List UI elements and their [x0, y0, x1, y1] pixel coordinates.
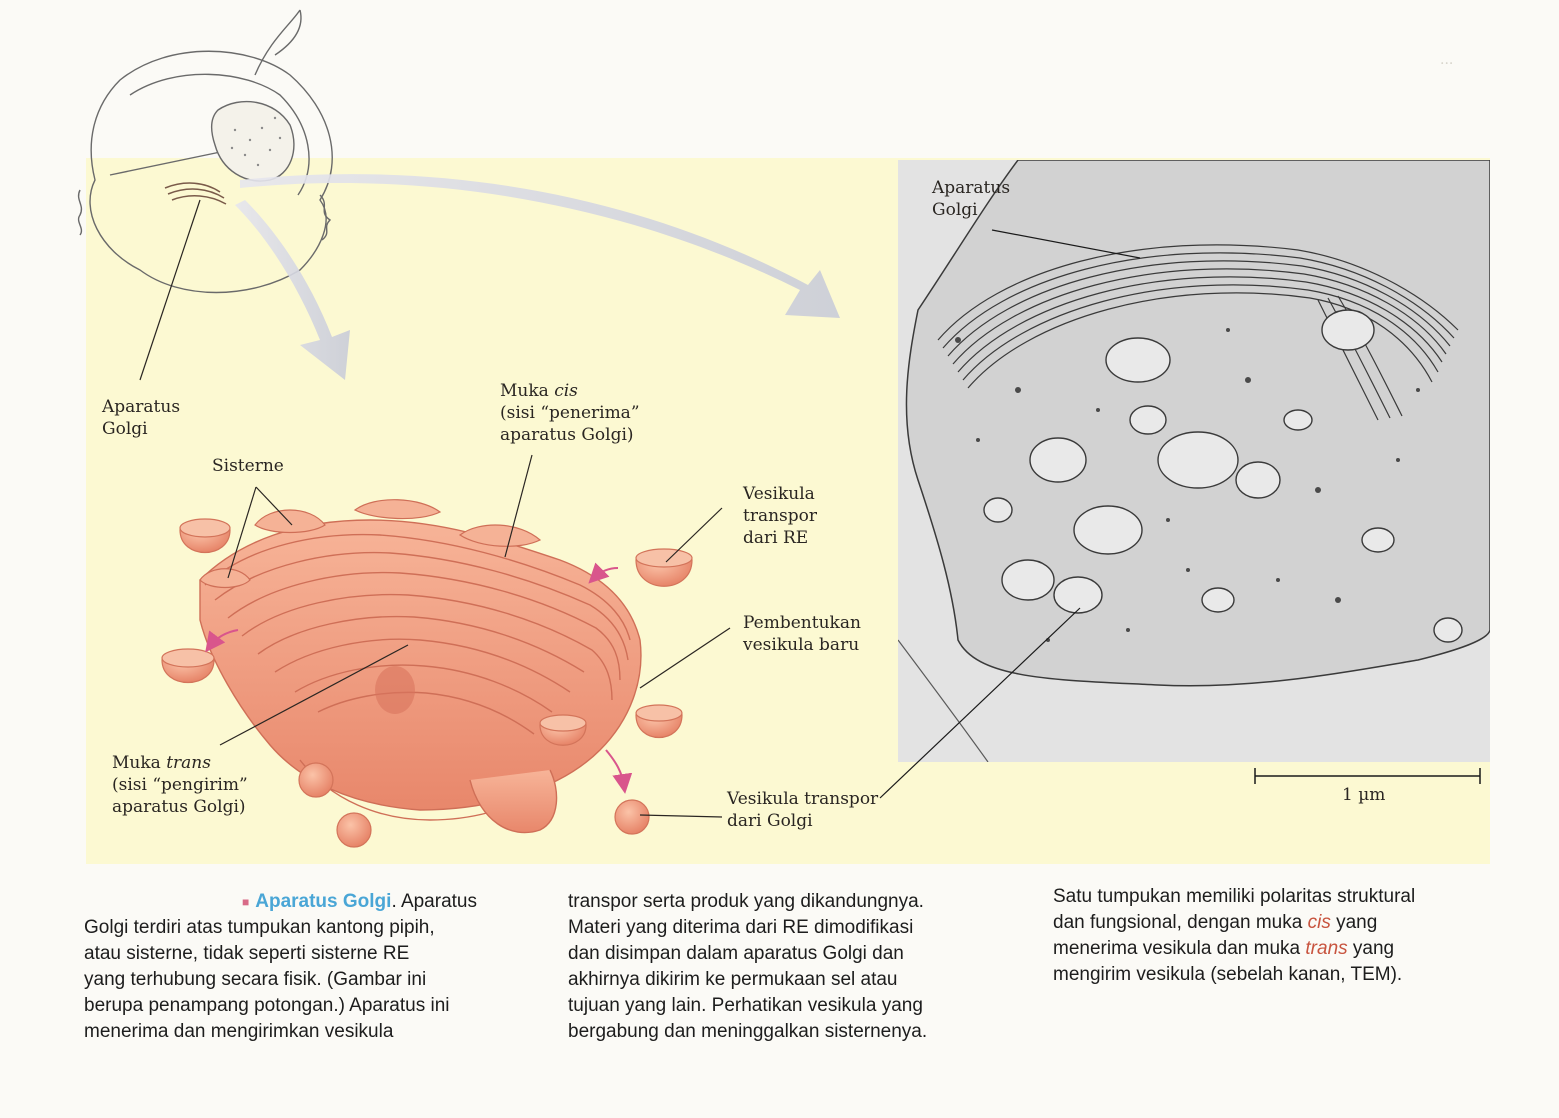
vesicle-sphere-1: [299, 763, 333, 797]
label-vesicle-from-golgi: Vesikula transpor dari Golgi: [727, 789, 879, 831]
caption-col3: Satu tumpukan memiliki polaritas struktural dan fungsional, dengan muka cis yang menerima vesikula dan muka trans yang mengirim vesikula (sebelah kanan, TEM).: [1053, 886, 1416, 985]
label-scale-bar: 1 µm: [1342, 785, 1386, 805]
label-new-vesicle: Pembentukan vesikula baru: [743, 613, 861, 655]
tem-cell-region: [906, 160, 1490, 686]
label-trans-face: Muka trans (sisi “pengirim” aparatus Golgi): [112, 753, 248, 817]
tem-micrograph: [898, 160, 1490, 762]
arrow-golgi-out-bottom: [606, 750, 624, 786]
cell-outline: [79, 10, 333, 293]
cell-golgi-mini: [165, 183, 226, 204]
arrow-er-to-golgi: [594, 568, 618, 578]
caption-col1: ■ Aparatus Golgi. Aparatus Golgi terdiri atas tumpukan kantong pipih, atau sisterne, tidak seperti sisterne RE yang terhubung secara fisik. (Gambar ini berupa penampang potongan.) Aparatus ini menerima dan mengirimkan vesikula: [84, 889, 477, 1045]
caption-title: Aparatus Golgi: [255, 891, 392, 913]
vesicle-sphere-2: [337, 813, 371, 847]
label-sisterne: Sisterne: [212, 456, 284, 476]
caption-col2: transpor serta produk yang dikandungnya. Materi yang diterima dari RE dimodifikasi dan disimpan dalam aparatus Golgi dan akhirnya dikirim ke permukaan sel atau tujuan yang lain. Perhatikan vesikula yang bergabung dan meninggalkan sisternenya.: [568, 891, 928, 1042]
zoom-arrow-down: [235, 200, 350, 380]
zoom-arrow-right: [240, 174, 840, 318]
label-cis-face: Muka cis (sisi “penerima” aparatus Golgi): [500, 381, 640, 445]
bleed-through-text: ...: [1440, 52, 1454, 68]
label-tem-golgi: Aparatus Golgi: [932, 178, 1011, 220]
golgi-stack: [200, 520, 641, 833]
label-cell-golgi: Aparatus Golgi: [102, 397, 181, 439]
label-vesicle-from-er: Vesikula transpor dari RE: [743, 484, 818, 548]
caption-bullet-icon: ■: [242, 895, 250, 909]
vesicle-sphere-3: [615, 800, 649, 834]
caption-title-line: ■ Aparatus Golgi. Aparatus: [242, 891, 477, 913]
